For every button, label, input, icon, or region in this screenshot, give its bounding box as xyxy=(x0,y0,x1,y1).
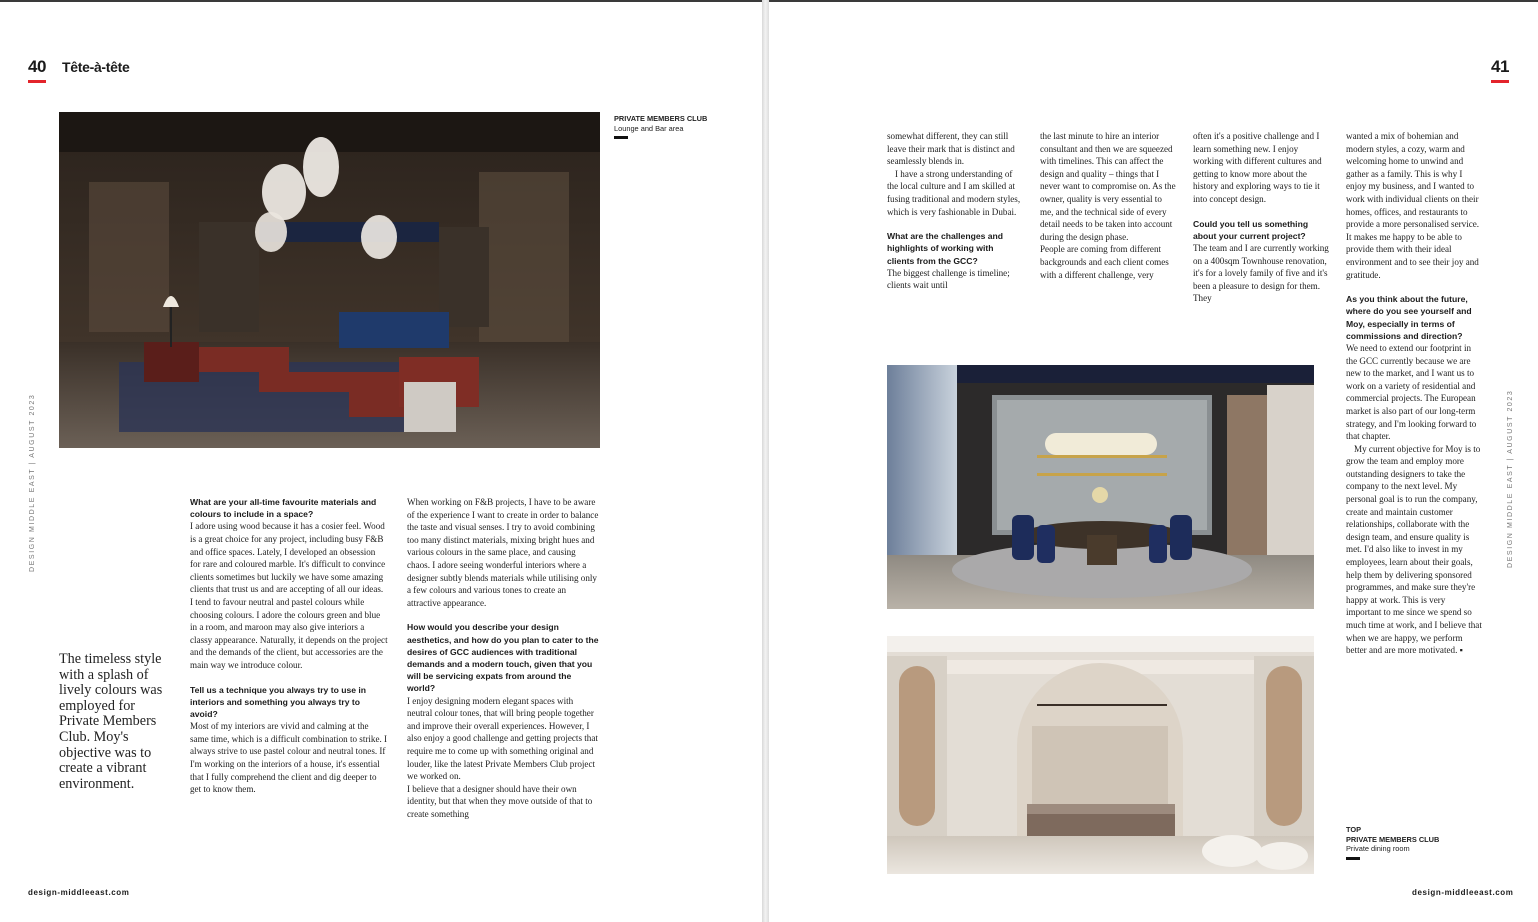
article-column-5 xyxy=(1193,130,1329,305)
page-number-right: 41 xyxy=(1491,57,1509,76)
interview-answer: I adore using wood because it has a cosier feel. Wood is a great choice for any project, including busy F&B and office spaces. Lately, I developed an obsession for rare and coloured marble. It's difficult to convince clients sometimes but luckily we have some amazing clients that trust us and are accepting of all our ideas. I tend to favour neutral and pastel colours while choosing colours. I adore the colours green and blue in a room, and maroon may also give interiors a classy appearance. Naturally, it depends on the project and the demands of the client, but accessories are the main way we introduce colour. xyxy=(190,521,388,670)
dining-room-photo xyxy=(887,365,1314,609)
caption-rule-bottom xyxy=(1346,857,1360,860)
interview-answer: the last minute to hire an interior consultant and then we are squeezed with timelines. This can affect the design and quality – things that I never want to compromise on. As the owner, quality is very essential to me, and the technical side of every detail needs to be taken into account during the design phase. xyxy=(1040,131,1176,242)
interview-answer: often it's a positive challenge and I learn something new. I enjoy working with different cultures and getting to know more about the history and exploring ways to tie it into concept design. xyxy=(1193,131,1322,204)
interview-answer: I have a strong understanding of the local culture and I am skilled at fusing traditional and modern styles, which is very fashionable in Dubai. xyxy=(887,168,1021,217)
caption-title: PRIVATE MEMBERS CLUB xyxy=(1346,834,1440,844)
dining-room-illustration xyxy=(887,365,1314,609)
interview-question: How would you describe your design aesthetics, and how do you plan to cater to the desires of GCC audiences with traditional demands and a modern touch, given that you will be servicing expats from around the world? xyxy=(407,622,599,694)
article-column-1 xyxy=(190,496,388,796)
footer-url-right[interactable]: design-middleeast.com xyxy=(1412,888,1514,897)
interview-answer: When working on F&B projects, I have to be aware of the experience I want to create in order to balance the taste and visual senses. I try to avoid combining too many distinct materials, mixing bright hues and various colours in the same place, and causing chaos. I adore seeing wonderful interiors where a designer subtly blends materials while utilising only a few colours and various tones to create an attractive appearance. xyxy=(407,497,599,608)
private-dining-photo xyxy=(887,636,1314,874)
interview-answer: My current objective for Moy is to grow the team and employ more outstanding designers to take the company to the next level. My personal goal is to run the company, create and maintain customer relationships, collaborate with the design team, and ensure quality is met. I'd also like to invest in my employees, learn about their goals, help them by delivering sponsored programmes, and make sure they're happy at work. This is very important to me since we spend so much time at work, and I believe that when we are happy, we perform better and are more motivated. ▪ xyxy=(1346,443,1482,656)
footer-url-left[interactable]: design-middleeast.com xyxy=(28,888,130,897)
interview-answer: The team and I are currently working on a 400sqm Townhouse renovation, it's for a lovely family of five and it's been a pleasure to design for them. They xyxy=(1193,242,1329,304)
caption-rule xyxy=(614,136,628,139)
article-column-2 xyxy=(407,496,599,821)
lounge-bar-illustration xyxy=(59,112,600,448)
private-dining-illustration xyxy=(887,636,1314,874)
interview-answer: wanted a mix of bohemian and modern styles, a cozy, warm and welcoming home to unwind and gather as a family. This is why I enjoy my business, and I wanted to work with individual clients on their homes, offices, and restaurants to provide a more personalised service. It makes me happy to be able to provide them with their ideal environment and to see their joy and gratitude. xyxy=(1346,131,1480,280)
caption-text-bottom: Private dining room xyxy=(1346,844,1410,854)
caption-kicker: PRIVATE MEMBERS CLUB xyxy=(614,114,708,123)
bottom-photo-caption xyxy=(1346,825,1476,860)
pull-quote: The timeless style with a splash of lively colours was employed for Private Members Club. Moy's objective was to create a vibrant environment. xyxy=(59,651,163,792)
article-column-6 xyxy=(1346,130,1482,657)
sidebar-publication-text-right: DESIGN MIDDLE EAST | AUGUST 2023 xyxy=(1507,389,1514,568)
interview-question: As you think about the future, where do you see yourself and Moy, especially in terms of commissions and direction? xyxy=(1346,294,1472,341)
caption-text: Lounge and Bar area xyxy=(614,123,684,133)
interview-answer: somewhat different, they can still leave their mark that is distinct and seamlessly blends in. xyxy=(887,131,1015,167)
sidebar-publication-text: DESIGN MIDDLE EAST | AUGUST 2023 xyxy=(29,393,36,572)
interview-question: Could you tell us something about your current project? xyxy=(1193,218,1309,241)
lounge-bar-photo xyxy=(59,112,600,448)
right-page xyxy=(769,0,1538,922)
interview-answer: The biggest challenge is timeline; clients wait until xyxy=(887,267,1010,291)
page-number-left: 40 xyxy=(28,57,46,76)
article-column-4 xyxy=(1040,130,1176,281)
interview-question: What are the challenges and highlights of working with clients from the GCC? xyxy=(887,231,1004,266)
page-gutter xyxy=(762,0,769,922)
left-page xyxy=(0,0,762,922)
interview-answer: I believe that a designer should have their own identity, but that when they move outside of that to create something xyxy=(407,783,593,819)
interview-answer: I enjoy designing modern elegant spaces with neutral colour tones, that will bring people together and improve their overall experiences. However, I also enjoy a good challenge and getting projects that require me to come up with something original and louder, like the latest Private Members Club project we worked on. xyxy=(407,695,598,782)
interview-question: Tell us a technique you always try to use in interiors and something you always try to avoid? xyxy=(190,684,367,719)
interview-answer: People are coming from different backgrounds and each client comes with a different challenge, very xyxy=(1040,244,1169,280)
interview-answer: Most of my interiors are vivid and calming at the same time, which is a difficult combination to strike. I always strive to use pastel colour and neutral tones. If I'm working on the interiors of a house, it's essential that I fully comprehend the client and dig deeper to get to know them. xyxy=(190,721,388,795)
interview-answer: We need to extend our footprint in the GCC currently because we are new to the market, and I want us to work on a variety of residential and commercial projects. The European market is also part of our long-term strategy, and I'm looking forward to that chapter. xyxy=(1346,342,1477,442)
article-column-3 xyxy=(887,130,1023,292)
section-title: Tête-à-tête xyxy=(62,59,130,75)
main-photo-caption xyxy=(614,114,744,139)
interview-question: What are your all-time favourite materials and colours to include in a space? xyxy=(190,497,377,520)
caption-kicker-top: TOP xyxy=(1346,825,1362,834)
